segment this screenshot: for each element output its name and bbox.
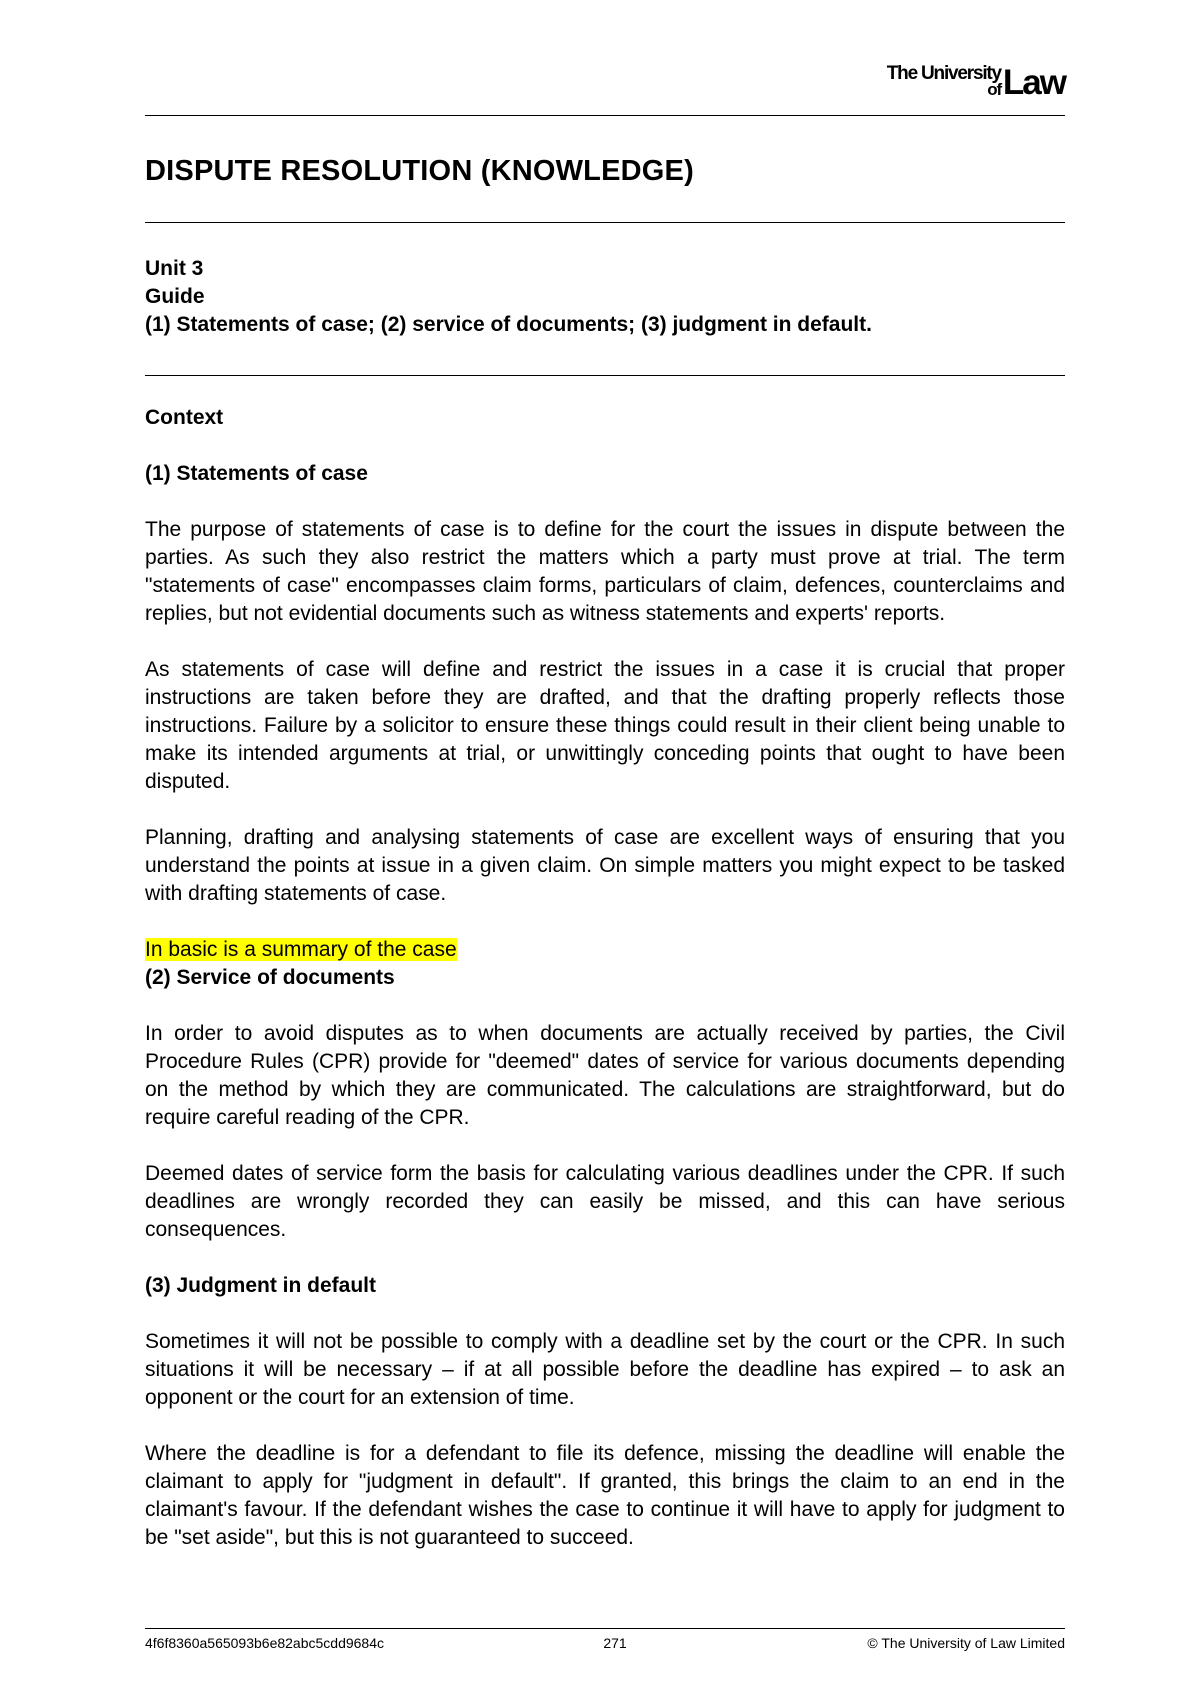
header-divider <box>145 115 1065 116</box>
logo-university-text: The University <box>886 63 1001 84</box>
logo-of-text: of <box>987 80 1001 99</box>
section-1-heading: (1) Statements of case <box>145 462 368 485</box>
highlighted-note <box>145 936 1065 964</box>
unit-type: Guide <box>145 285 205 308</box>
highlighted-note-text: In basic is a summary of the case <box>145 938 457 961</box>
logo-law-text: Law <box>1002 63 1065 102</box>
section-2-heading: (2) Service of documents <box>145 966 395 989</box>
context-heading: Context <box>145 406 224 429</box>
unit-divider <box>145 375 1065 376</box>
document-title: DISPUTE RESOLUTION (KNOWLEDGE) <box>145 155 694 187</box>
footer-copyright: © The University of Law Limited <box>867 1635 1065 1651</box>
footer-divider <box>145 1628 1065 1629</box>
unit-heading-block <box>145 255 872 339</box>
footer-page-number: 271 <box>603 1635 627 1651</box>
document-body <box>145 404 1065 1580</box>
section-3-paragraph-2: Where the deadline is for a defendant to file its defence, missing the deadline will enable the claimant to apply for "judgment in default". If granted, this brings the claim to an end in the claimant's favour. If the defendant wishes the case to continue it will have to apply for judgment to be "set aside", but this is not guaranteed to succeed. <box>145 1442 1065 1549</box>
section-3-paragraph-1: Sometimes it will not be possible to comply with a deadline set by the court or the CPR. In such situations it will be necessary – if at all possible before the deadline has expired – to ask an opponent or the court for an extension of time. <box>145 1330 1065 1409</box>
section-1-paragraph-2: As statements of case will define and restrict the issues in a case it is crucial that proper instructions are taken before they are drafted, and that the drafting properly reflects those instructions. Failure by a solicitor to ensure these things could result in their client being unable to make its intended arguments at trial, or unwittingly conceding points that ought to have been disputed. <box>145 658 1065 793</box>
logo-small-text <box>886 63 1001 99</box>
unit-subject: (1) Statements of case; (2) service of documents; (3) judgment in default. <box>145 313 872 336</box>
section-2-paragraph-2: Deemed dates of service form the basis for calculating various deadlines under the CPR. If such deadlines are wrongly recorded they can easily be missed, and this can have serious consequences. <box>145 1162 1065 1241</box>
section-1-paragraph-1: The purpose of statements of case is to define for the court the issues in dispute between the parties. As such they also restrict the matters which a party must prove at trial. The term "statements of case" encompasses claim forms, particulars of claim, defences, counterclaims and replies, but not evidential documents such as witness statements and experts' reports. <box>145 518 1065 625</box>
unit-number: Unit 3 <box>145 257 204 280</box>
section-2-paragraph-1: In order to avoid disputes as to when documents are actually received by parties, the Civil Procedure Rules (CPR) provide for "deemed" dates of service for various documents depending on the method by which they are communicated. The calculations are straightforward, but do require careful reading of the CPR. <box>145 1022 1065 1129</box>
university-of-law-logo <box>886 63 1065 102</box>
title-divider <box>145 222 1065 223</box>
section-1-paragraph-3: Planning, drafting and analysing statements of case are excellent ways of ensuring that you understand the points at issue in a given claim. On simple matters you might expect to be tasked with drafting statements of case. <box>145 826 1065 905</box>
footer-document-id: 4f6f8360a565093b6e82abc5cdd9684c <box>145 1635 385 1651</box>
page-footer <box>145 1635 1065 1651</box>
section-3-heading: (3) Judgment in default <box>145 1274 376 1297</box>
